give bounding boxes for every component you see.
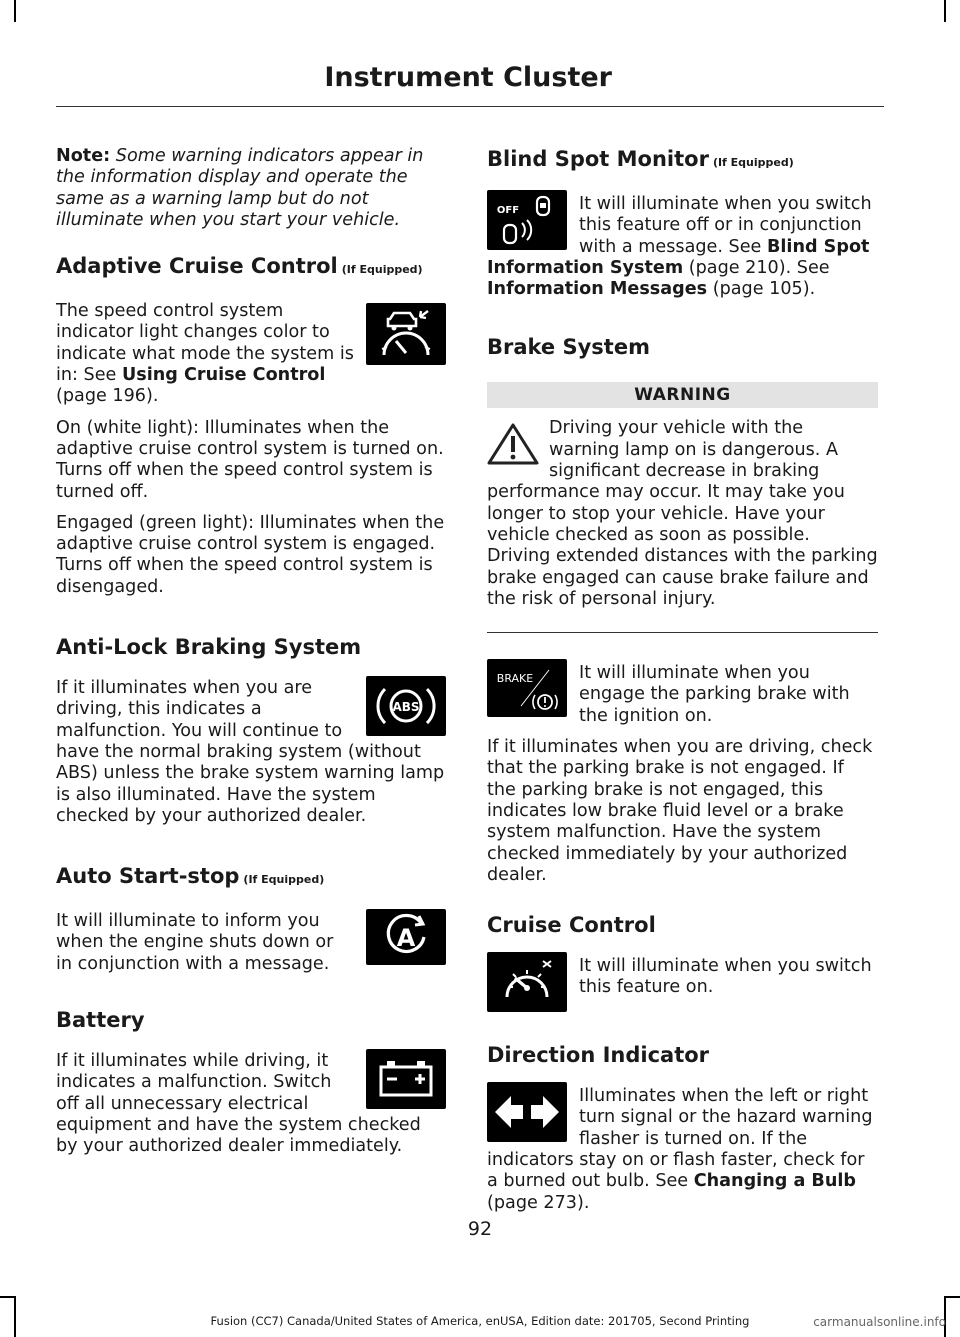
section-abs (56, 634, 446, 837)
note-text: Some warning indicators appear in the information display and operate the same as a warning lamp but do not illuminate when you start your vehicle. (56, 146, 424, 230)
section-heading: Direction Indicator (487, 1043, 710, 1068)
section-brake-system (487, 334, 878, 886)
brake-warning-icon (487, 659, 567, 717)
brake-paragraph-1: It will illuminate when you engage the parking brake with the ignition on. (579, 663, 850, 726)
section-heading: Blind Spot Monitor (If Equipped) (487, 147, 794, 171)
link-blind-spot-information-system[interactable]: Blind Spot Information System (487, 236, 870, 278)
section-heading: Battery (56, 1008, 145, 1033)
acc-paragraph-1: The speed control system indicator light changes color to indicate what mode the system is in: See Using Cruise Control (page 196). (56, 301, 354, 407)
section-direction-indicator (487, 1042, 878, 1224)
watermark: carmanualsonline.info (813, 1315, 946, 1329)
section-adaptive-cruise (56, 253, 446, 608)
auto-start-stop-icon (366, 909, 446, 965)
section-heading: Anti-Lock Braking System (56, 635, 362, 660)
bsm-paragraph-1: It will illuminate when you switch this feature off or in conjunction with a message. See Blind Spot Information System (page 210). See Information Messages (page 105). (487, 194, 872, 300)
brake-paragraph-2: If it illuminates when you are driving, check that the parking brake is not engaged. If the parking brake is not engaged, this indicates low brake fluid level or a brake system malfunction. Have the system checked immediately by your authorized dealer. (487, 737, 873, 885)
brake-warning-text: Driving your vehicle with the warning lamp on is dangerous. A significant decrease in braking performance may occur. It may take you longer to stop your vehicle. Have your vehicle checked as soon as possible. Driving extended distances with the parking brake engaged can cause brake failure and the risk of personal injury. (487, 418, 878, 609)
edition-footer: Fusion (CC7) Canada/United States of America, enUSA, Edition date: 201705, Second Printing (210, 1314, 750, 1328)
acc-paragraph-2: On (white light): Illuminates when the adaptive cruise control system is turned on. Turns off when the speed control system is turned off. (56, 417, 444, 502)
abs-paragraph-1: If it illuminates when you are driving, this indicates a malfunction. You will continue to have the normal braking system (without ABS) unless the brake system warning lamp is also illuminated. Have the system checked by your authorized dealer. (56, 678, 445, 826)
section-battery (56, 1007, 446, 1167)
section-blind-spot (487, 146, 878, 310)
section-auto-start-stop (56, 863, 446, 985)
section-cruise-control (487, 912, 878, 1016)
svg-text:BRAKE: BRAKE (496, 672, 534, 686)
note-label: Note: (56, 146, 111, 166)
acc-paragraph-3: Engaged (green light): Illuminates when the adaptive cruise control system is engaged. Turns off when the speed control system is disengaged. (56, 512, 445, 597)
abs-icon (366, 676, 446, 736)
crop-mark (14, 0, 16, 22)
svg-text:OFF: OFF (496, 205, 520, 216)
section-heading: Brake System (487, 335, 650, 360)
blind-spot-off-icon (487, 190, 567, 250)
svg-text:ABS: ABS (392, 700, 420, 715)
svg-text:A: A (396, 924, 416, 953)
brake-indicator-block (487, 663, 878, 737)
right-column (487, 146, 878, 1224)
battery-paragraph-1: If it illuminates while driving, it indicates a malfunction. Switch off all unnecessary electrical equipment and have the system checked by your authorized dealer immediately. (56, 1051, 421, 1157)
cruise-paragraph-1: It will illuminate when you switch this feature on. (579, 956, 872, 998)
turn-signal-icon (487, 1082, 567, 1142)
note-paragraph (56, 146, 446, 231)
link-using-cruise-control[interactable]: Using Cruise Control (121, 365, 326, 386)
section-heading: Cruise Control (487, 913, 656, 938)
left-column (56, 146, 446, 1168)
adaptive-cruise-icon (366, 303, 446, 365)
header-rule (56, 106, 884, 107)
auto-start-paragraph-1: It will illuminate to inform you when the engine shuts down or in conjunction with a message. (56, 911, 334, 974)
section-heading: Adaptive Cruise Control (If Equipped) (56, 254, 423, 279)
direction-paragraph-1: Illuminates when the left or right turn signal or the hazard warning flasher is turned on. If the indicators stay on or flash faster, check for a burned out bulb. See Changing a Bulb (page 273). (487, 1086, 873, 1213)
crop-mark (944, 1296, 960, 1298)
warning-banner: WARNING (487, 382, 878, 408)
crop-mark (944, 0, 946, 22)
page-title: Instrument Cluster (324, 62, 612, 93)
battery-icon (366, 1049, 446, 1109)
warning-divider (487, 632, 878, 633)
section-heading: Auto Start-stop (If Equipped) (56, 864, 325, 889)
link-changing-a-bulb[interactable]: Changing a Bulb (693, 1171, 856, 1192)
warning-triangle-icon (487, 422, 539, 466)
cruise-control-icon (487, 952, 567, 1012)
crop-mark (0, 1296, 16, 1298)
warning-block (487, 418, 878, 620)
link-information-messages[interactable]: Information Messages (487, 279, 708, 300)
page-number: 92 (467, 1218, 493, 1240)
